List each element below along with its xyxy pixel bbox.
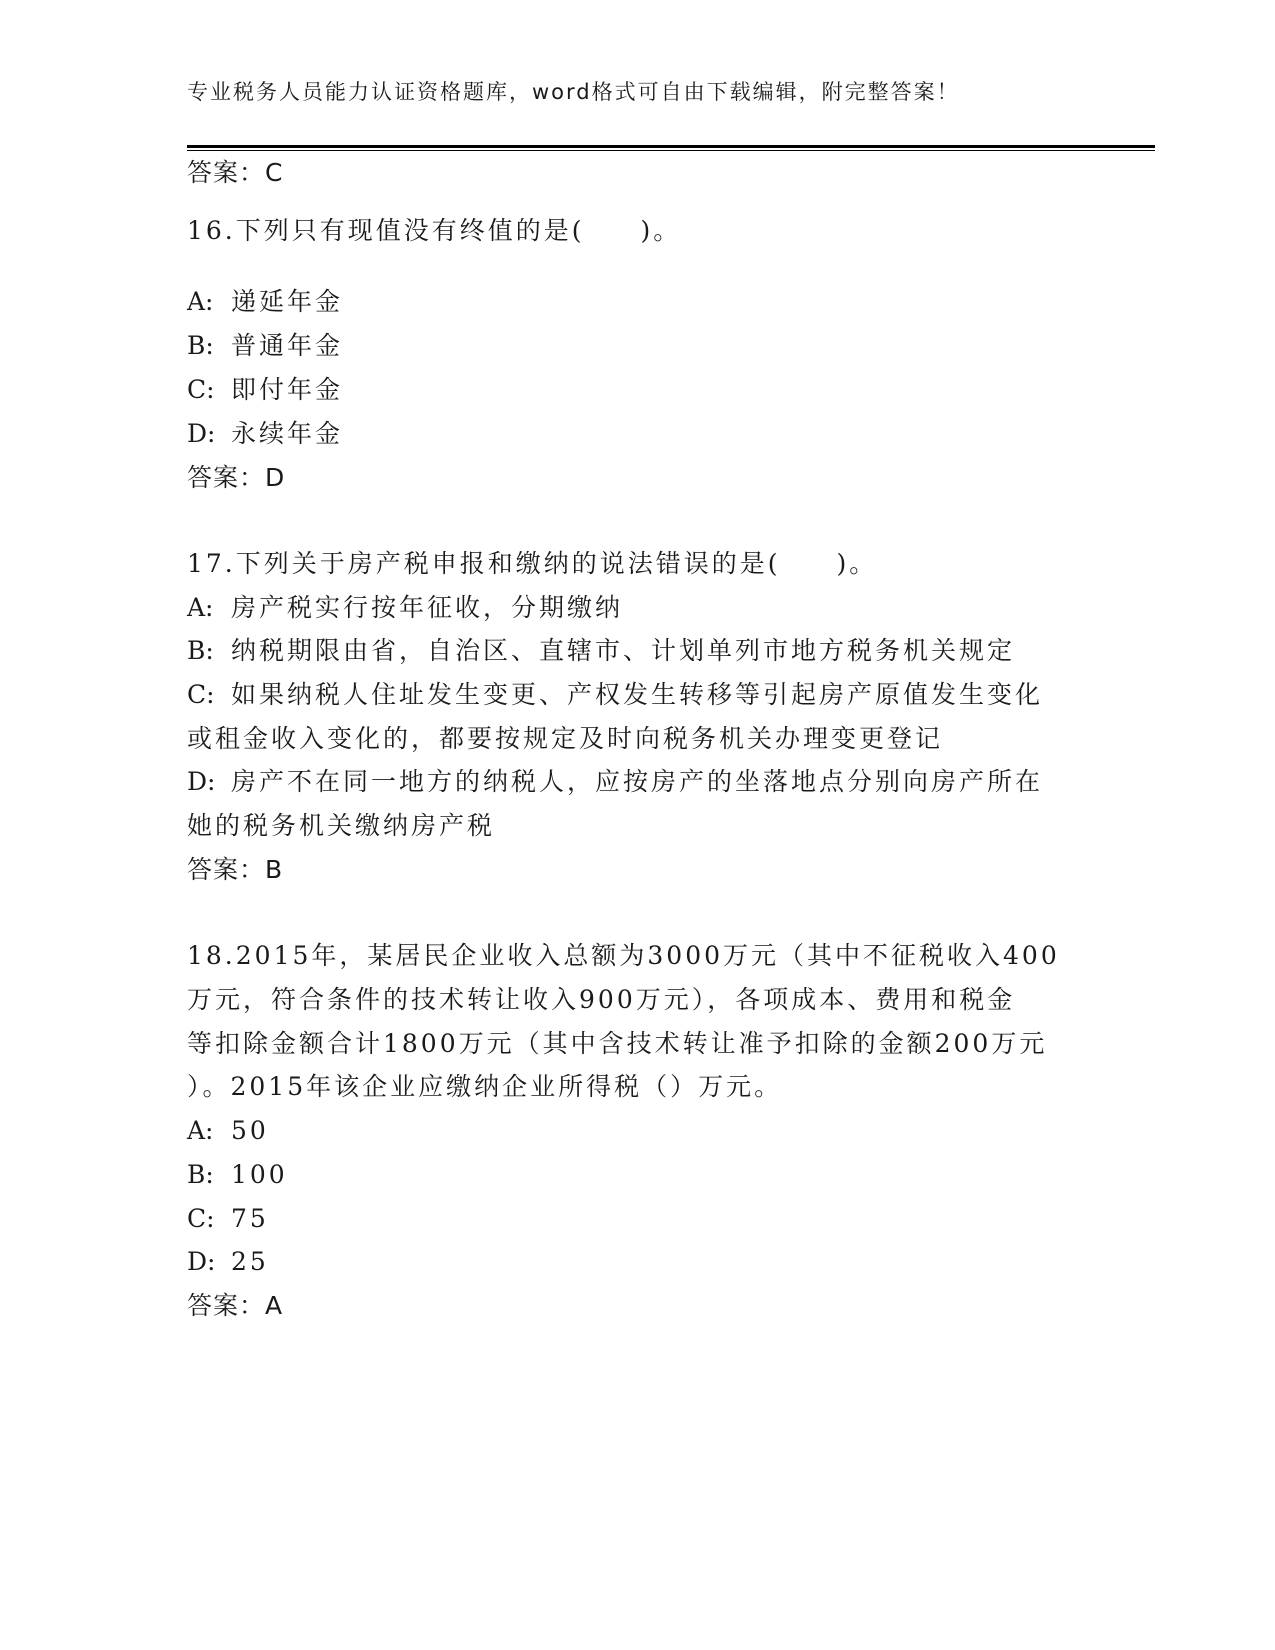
question-16-answer: [187, 465, 285, 490]
question-18-stem-line4: ）。2015年该企业应缴纳企业所得税（）万元。: [187, 1072, 783, 1101]
option-key: B:: [187, 636, 214, 665]
page-header: 专业税务人员能力认证资格题库，word格式可自由下载编辑，附完整答案！: [187, 80, 960, 104]
option-text: 房产不在同一地方的纳税人，应按房产的坐落地点分别向房产所在: [231, 767, 1044, 796]
question-17-answer: [187, 857, 283, 882]
option-key: D:: [187, 419, 216, 448]
answer-value: B: [265, 855, 284, 884]
question-17-stem: 17.下列关于房产税申报和缴纳的说法错误的是( )。: [187, 549, 878, 578]
question-16-stem: 16.下列只有现值没有终值的是( )。: [187, 216, 682, 245]
question-16-option-c: [187, 377, 343, 402]
question-16-option-d: [187, 421, 343, 446]
header-rule-thick: [187, 145, 1155, 148]
answer-value: A: [265, 1291, 284, 1320]
question-18-stem-line3: 等扣除金额合计1800万元（其中含技术转让准予扣除的金额200万元: [187, 1029, 1048, 1058]
option-key: A:: [187, 287, 214, 316]
option-text: 75: [231, 1204, 269, 1233]
question-18-answer: [187, 1293, 283, 1318]
option-text: 25: [231, 1247, 269, 1276]
header-rule-thin: [187, 150, 1155, 151]
question-18-stem-line1: 18.2015年，某居民企业收入总额为3000万元（其中不征税收入400: [187, 941, 1060, 970]
question-16-option-b: [187, 333, 343, 358]
question-17-option-c-cont: 或租金收入变化的，都要按规定及时向税务机关办理变更登记: [187, 724, 944, 753]
option-text: 即付年金: [231, 375, 344, 404]
question-17-option-d-cont: 她的税务机关缴纳房产税: [187, 811, 496, 840]
answer-label: 答案：: [187, 463, 266, 492]
question-17-option-c: [187, 682, 1043, 707]
question-18-option-c: [187, 1206, 269, 1231]
option-key: B:: [187, 1160, 214, 1189]
option-key: C:: [187, 375, 215, 404]
option-text: 递延年金: [231, 287, 344, 316]
question-17-option-b: [187, 638, 1015, 663]
option-key: A:: [187, 1116, 214, 1145]
option-key: D:: [187, 767, 216, 796]
question-18-option-b: [187, 1162, 288, 1187]
option-text: 永续年金: [231, 419, 344, 448]
option-text: 房产税实行按年征收，分期缴纳: [231, 593, 624, 622]
option-key: C:: [187, 680, 215, 709]
option-key: B:: [187, 331, 214, 360]
option-text: 100: [231, 1160, 288, 1189]
option-key: D:: [187, 1247, 216, 1276]
question-17-option-a: [187, 595, 623, 620]
question-18-option-a: [187, 1118, 269, 1143]
option-text: 如果纳税人住址发生变更、产权发生转移等引起房产原值发生变化: [231, 680, 1044, 709]
answer-label: 答案：: [187, 158, 266, 187]
answer-label: 答案：: [187, 1291, 266, 1320]
answer-line-prev: [187, 160, 283, 185]
answer-value: C: [265, 158, 284, 187]
option-text: 50: [231, 1116, 269, 1145]
question-18-option-d: [187, 1249, 269, 1274]
option-text: 纳税期限由省，自治区、直辖市、计划单列市地方税务机关规定: [231, 636, 1016, 665]
question-16-option-a: [187, 289, 343, 314]
answer-value: D: [265, 463, 286, 492]
question-17-option-d: [187, 769, 1043, 794]
answer-label: 答案：: [187, 855, 266, 884]
option-key: A:: [187, 593, 214, 622]
question-18-stem-line2: 万元，符合条件的技术转让收入900万元），各项成本、费用和税金: [187, 985, 1016, 1014]
option-key: C:: [187, 1204, 215, 1233]
option-text: 普通年金: [231, 331, 344, 360]
